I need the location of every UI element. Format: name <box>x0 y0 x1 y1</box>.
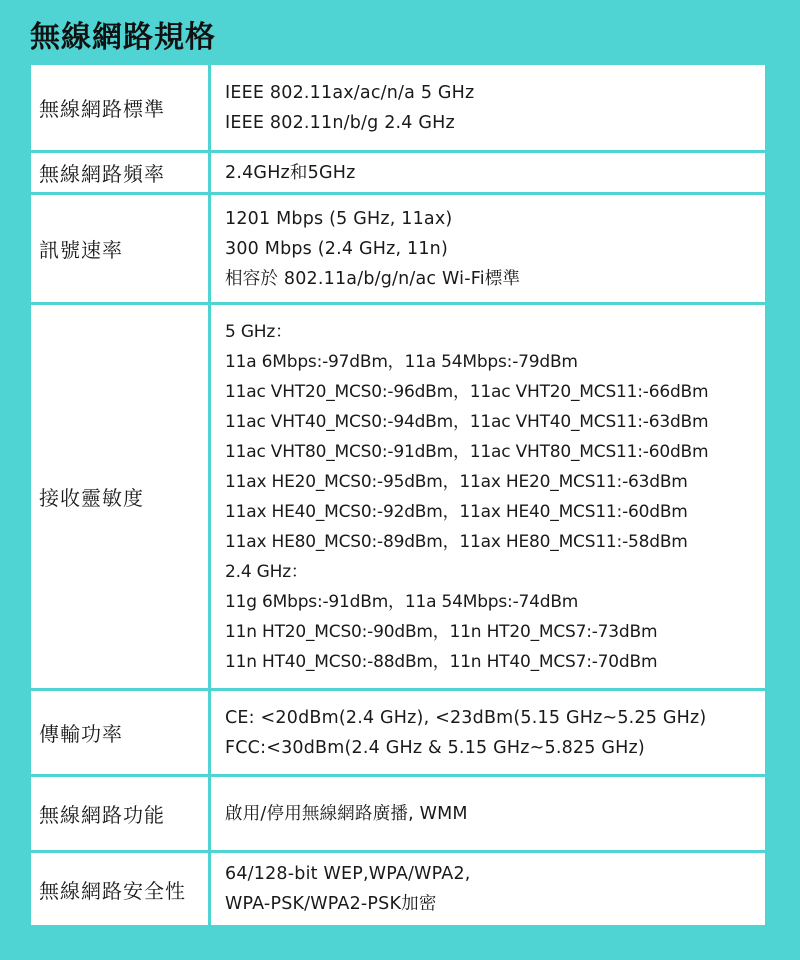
spec-label: 無線網路功能 <box>31 777 211 850</box>
spec-line: IEEE 802.11n/b/g 2.4 GHz <box>225 112 455 133</box>
spec-value <box>211 691 765 774</box>
spec-table <box>30 64 766 926</box>
spec-row-wireless-functions <box>31 777 765 853</box>
spec-line: 11ac VHT40_MCS0:-94dBm，11ac VHT40_MCS11:-63dBm <box>225 411 709 432</box>
spec-value <box>211 853 765 925</box>
spec-label: 傳輸功率 <box>31 691 211 774</box>
spec-line: IEEE 802.11ax/ac/n/a 5 GHz <box>225 82 475 103</box>
spec-line: 1201 Mbps (5 GHz, 11ax) <box>225 208 453 229</box>
spec-label: 無線網路標準 <box>31 65 211 150</box>
spec-value <box>211 65 765 150</box>
spec-value <box>211 777 765 850</box>
spec-row-wireless-frequency <box>31 153 765 195</box>
spec-line: 啟用/停用無線網路廣播, WMM <box>225 803 468 824</box>
spec-line: 11a 6Mbps:-97dBm，11a 54Mbps:-79dBm <box>225 351 578 372</box>
spec-line: 11g 6Mbps:-91dBm，11a 54Mbps:-74dBm <box>225 591 579 612</box>
spec-value <box>211 195 765 302</box>
spec-line: 2.4GHz和5GHz <box>225 162 356 183</box>
spec-value <box>211 305 765 688</box>
spec-row-wireless-standard <box>31 65 765 153</box>
spec-line: 11ac VHT80_MCS0:-91dBm，11ac VHT80_MCS11:-60dBm <box>225 441 709 462</box>
spec-line: 11ax HE40_MCS0:-92dBm，11ax HE40_MCS11:-60dBm <box>225 501 688 522</box>
spec-line: 11ac VHT20_MCS0:-96dBm，11ac VHT20_MCS11:-66dBm <box>225 381 709 402</box>
spec-row-signal-rate <box>31 195 765 305</box>
spec-label: 無線網路安全性 <box>31 853 211 925</box>
spec-line: 11ax HE80_MCS0:-89dBm，11ax HE80_MCS11:-58dBm <box>225 531 688 552</box>
spec-line: WPA-PSK/WPA2-PSK加密 <box>225 894 437 914</box>
spec-label: 無線網路頻率 <box>31 153 211 192</box>
spec-line: 11ax HE20_MCS0:-95dBm，11ax HE20_MCS11:-63dBm <box>225 471 688 492</box>
spec-row-receive-sensitivity <box>31 305 765 691</box>
spec-line: 2.4 GHz： <box>225 561 308 582</box>
spec-label: 接收靈敏度 <box>31 305 211 688</box>
spec-row-transmit-power <box>31 691 765 777</box>
spec-line: CE: <20dBm(2.4 GHz), <23dBm(5.15 GHz~5.25 GHz) <box>225 707 707 728</box>
spec-line: 64/128-bit WEP,WPA/WPA2, <box>225 864 471 884</box>
page-title: 無線網路規格 <box>30 20 216 55</box>
spec-line: 11n HT40_MCS0:-88dBm，11n HT40_MCS7:-70dBm <box>225 651 658 672</box>
spec-value <box>211 153 765 192</box>
spec-line: 11n HT20_MCS0:-90dBm，11n HT20_MCS7:-73dBm <box>225 621 658 642</box>
spec-row-wireless-security <box>31 853 765 925</box>
spec-label: 訊號速率 <box>31 195 211 302</box>
spec-line: 相容於 802.11a/b/g/n/ac Wi-Fi標準 <box>225 268 521 289</box>
spec-line: FCC:<30dBm(2.4 GHz & 5.15 GHz~5.825 GHz) <box>225 737 645 758</box>
spec-line: 300 Mbps (2.4 GHz, 11n) <box>225 238 448 259</box>
spec-line: 5 GHz： <box>225 321 292 342</box>
